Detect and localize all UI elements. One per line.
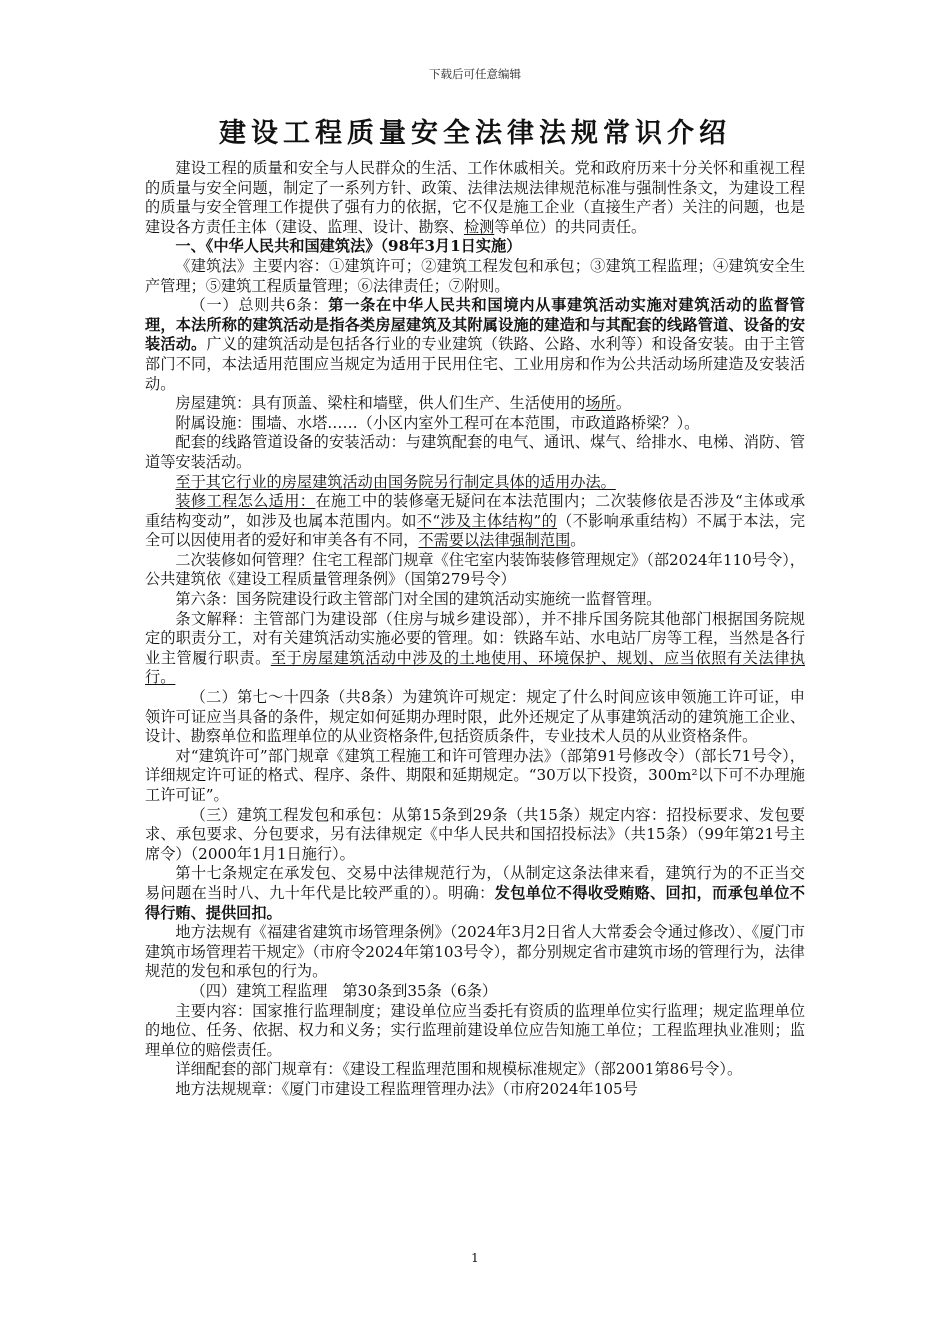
body-paragraph xyxy=(145,394,805,414)
underlined-text: 不需要以法律强制范围 xyxy=(418,531,571,550)
body-paragraph xyxy=(145,864,805,923)
text-segment: （四）建筑工程监理 第30条到35条（6条） xyxy=(190,981,498,1000)
body-paragraph xyxy=(145,1080,805,1100)
body-paragraph xyxy=(145,923,805,982)
text-segment: 。 xyxy=(615,394,632,413)
page-number: 1 xyxy=(471,1251,479,1265)
text-segment: 地方法规有《福建省建筑市场管理条例》（2024年3月2日省人大常委会令通过修改）、《厦门市建筑市场管理若干规定》（市府令2024年第103号令），都分别规定省市建筑市场的管理行为，法律规范的发包和承包的行为。 xyxy=(145,923,805,981)
underlined-text: 装修工程怎么适用： xyxy=(175,492,316,511)
bold-text: 第一条在中华人民共和国境内从事建筑活动实施对建筑活动的监督管理，本法所称的建筑活动是指各类房屋建筑及其附属设施的建造和与其配套的线路管道、设备的安装活动。 xyxy=(145,296,805,354)
text-segment: 。 xyxy=(570,531,586,550)
text-segment: 第六条：国务院建设行政主管部门对全国的建筑活动实施统一监督管理。 xyxy=(175,590,662,609)
text-segment: （不影响承重结构）不属于本法，完全可以因使用者的爱好和审美各有不同， xyxy=(145,511,806,550)
body-paragraph xyxy=(145,159,805,237)
text-segment: 《建筑法》主要内容：①建筑许可；②建筑工程发包和承包；③建筑工程监理；④建筑安全生产管理；⑤建筑工程质量管理；⑥法律责任；⑦附则。 xyxy=(145,256,805,295)
body-paragraph xyxy=(145,610,805,688)
document-title: 建设工程质量安全法律法规常识介绍 xyxy=(219,118,731,149)
body-paragraph xyxy=(145,414,805,434)
body-paragraph xyxy=(145,747,805,806)
text-segment: 广义的建筑活动是包括各行业的专业建筑（铁路、公路、水利等）和设备安装。由于主管部门不同，本法适用范围应当规定为适用于民用住宅、工业用房和作为公共活动场所建造及安装活动。 xyxy=(145,335,806,393)
body-paragraph xyxy=(145,257,805,296)
text-segment: 条文解释：主管部门为建设部（住房与城乡建设部），并不排斥国务院其他部门根据国务院规定的职责分工，对有关建筑活动实施必要的管理。如：铁路车站、水电站厂房等工程，当然是各行业主管履行职责。 xyxy=(145,609,805,667)
text-segment: 房屋建筑：具有顶盖、梁柱和墙壁，供人们生产、生活使用的 xyxy=(175,394,586,413)
body-paragraph xyxy=(145,590,805,610)
text-segment: 建设工程的质量和安全与人民群众的生活、工作休戚相关。党和政府历来十分关怀和重视工程的质量与安全问题，制定了一系列方针、政策、法律法规法律规范标准与强制性条文，为建设工程的质量与安全管理工作提供了强有力的依据，它不仅是施工企业（直接生产者）关注的问题，也是建设各方责任主体（建设、监理、设计、勘察、 xyxy=(145,159,805,236)
bold-text: 一、《中华人民共和国建筑法》（98年3月1日实施） xyxy=(175,237,522,256)
body-paragraph xyxy=(145,473,805,493)
body-paragraph xyxy=(145,806,805,865)
underlined-text: 不“涉及主体结构”的 xyxy=(416,511,558,530)
text-segment: 等单位）的共同责任。 xyxy=(494,217,647,236)
body-paragraph xyxy=(145,688,805,747)
text-segment: （二）第七～十四条（共8条）为建筑许可规定：规定了什么时间应该申领施工许可证，申领许可证应当具备的条件，规定如何延期办理时限，此外还规定了从事建筑活动的建筑施工企业、设计、勘察单位和监理单位的从业资格条件,包括资质条件，专业技术人员的从业资格条件。 xyxy=(145,688,805,746)
text-segment: 对“建筑许可”部门规章《建筑工程施工和许可管理办法》（部第91号修改令）（部长71号令），详细规定许可证的格式、程序、条件、期限和延期规定。“30万以下投资，300m²以下可不办理施工许可证”。 xyxy=(145,746,805,804)
underlined-text: 至于房屋建筑活动中涉及的土地使用、环境保护、规划、应当依照有关法律执行。 xyxy=(145,648,806,687)
body-paragraph xyxy=(145,551,805,590)
underlined-text: 至于其它行业的房屋建筑活动由国务院另行制定具体的适用办法。 xyxy=(175,472,616,491)
page-header-note: 下载后可任意编辑 xyxy=(429,67,521,81)
underlined-text: 检测 xyxy=(463,217,495,236)
text-segment: 二次装修如何管理？住宅工程部门规章《住宅室内装饰装修管理规定》（部2024年110号令），公共建筑依《建设工程质量管理条例》（国第279号令） xyxy=(145,550,805,589)
bold-text: 发包单位不得收受贿赂、回扣，而承包单位不得行贿、提供回扣。 xyxy=(145,883,805,922)
text-segment: 第十七条规定在承发包、交易中法律规范行为，（从制定这条法律来看，建筑行为的不正当交易问题在当时八、九十年代是比较严重的）。明确： xyxy=(145,864,805,902)
text-segment: （一）总则共6条： xyxy=(190,296,329,315)
document-body xyxy=(145,159,805,1100)
text-segment: 在施工中的装修毫无疑问在本法范围内；二次装修依是否涉及“主体或承重结构变动”，如涉及也属本范围内。如 xyxy=(145,492,806,530)
text-segment: 主要内容：国家推行监理制度；建设单位应当委托有资质的监理单位实行监理；规定监理单位的地位、任务、依据、权力和义务；实行监理前建设单位应告知施工单位；工程监理执业准则；监理单位的赔偿责任。 xyxy=(145,1001,805,1059)
body-paragraph xyxy=(145,492,805,551)
text-segment: 附属设施：围墙、水塔……（小区内室外工程可在本范围，市政道路桥梁？）。 xyxy=(175,413,700,432)
body-paragraph xyxy=(145,433,805,472)
text-segment: 详细配套的部门规章有：《建设工程监理范围和规模标准规定》（部2001第86号令）。 xyxy=(175,1060,743,1079)
underlined-text: 场所 xyxy=(585,394,616,413)
body-paragraph xyxy=(145,296,805,394)
body-paragraph xyxy=(145,982,805,1002)
body-paragraph xyxy=(145,1002,805,1061)
text-segment: （三）建筑工程发包和承包：从第15条到29条（共15条）规定内容：招投标要求、发包要求、承包要求、分包要求，另有法律规定《中华人民共和国招投标法》（共15条）（99年第21号主席令）（2000年1月1日施行）。 xyxy=(145,805,805,863)
text-segment: 配套的线路管道设备的安装活动：与建筑配套的电气、通讯、煤气、给排水、电梯、消防、管道等安装活动。 xyxy=(145,433,805,471)
body-paragraph xyxy=(145,1060,805,1080)
body-paragraph xyxy=(145,237,805,257)
text-segment: 地方法规规章：《厦门市建设工程监理管理办法》（市府2024年105号 xyxy=(175,1079,638,1098)
